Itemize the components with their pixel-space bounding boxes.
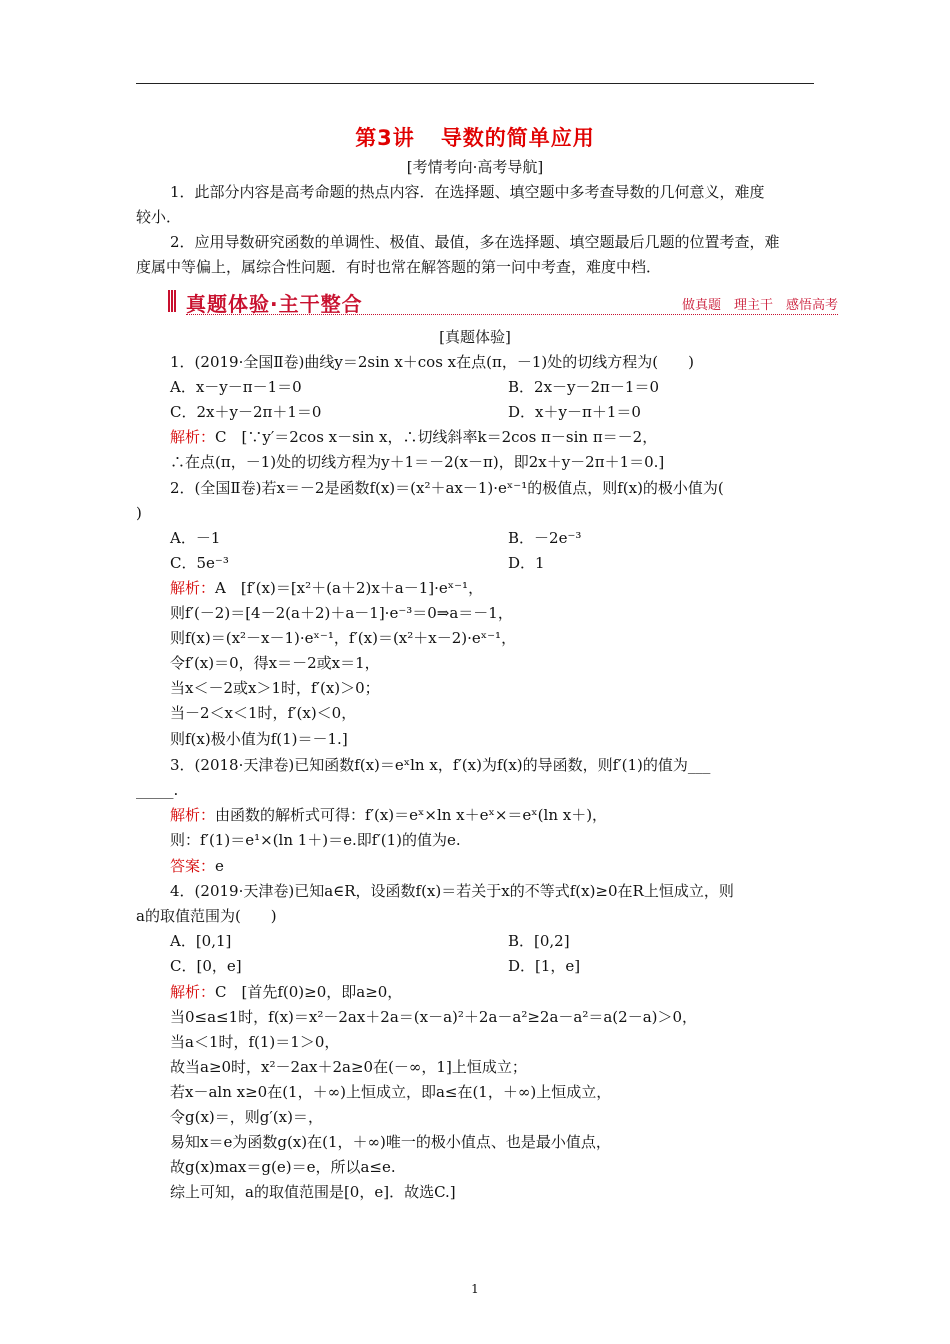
intro-line-3: 2．应用导数研究函数的单调性、极值、最值，多在选择题、填空题最后几题的位置考查，难 xyxy=(170,233,780,251)
section-label: [真题体验] xyxy=(439,328,511,346)
intro-line-4: 度属中等偏上，属综合性问题．有时也常在解答题的第一问中考查，难度中档． xyxy=(136,258,662,276)
q4-solution-7: 易知x＝e为函数g(x)在(1，＋∞)唯一的极小值点、也是最小值点， xyxy=(170,1133,611,1151)
q4-option-c: C．[0，e] xyxy=(170,957,242,975)
page-number: 1 xyxy=(471,1282,479,1296)
q3-stem-1: 3．(2018·天津卷)已知函数f(x)＝eˣln x，f′(x)为f(x)的导函数，则f′(1)的值为___ xyxy=(170,756,711,774)
q1-stem: 1．(2019·全国Ⅱ卷)曲线y＝2sin x＋cos x在点(π，－1)处的切线方程为( ) xyxy=(170,353,694,371)
q4-option-d: D．[1，e] xyxy=(508,957,581,975)
q2-option-c: C．5e⁻³ xyxy=(170,554,229,572)
q2-solution-6: 当－2＜x＜1时，f′(x)＜0， xyxy=(170,704,357,722)
q3-solution-1: 解析：由函数的解析式可得：f′(x)＝eˣ×ln x＋eˣ×＝eˣ(ln x＋)， xyxy=(170,806,608,824)
q4-solution-2: 当0≤a≤1时，f(x)＝x²－2ax＋2a＝(x－a)²＋2a－a²≥2a－a²＝a(2－a)＞0， xyxy=(170,1008,698,1026)
q4-stem-2: a的取值范围为( ) xyxy=(136,907,277,925)
q2-option-b: B．－2e⁻³ xyxy=(508,529,582,547)
q4-solution-3: 当a＜1时，f(1)＝1＞0， xyxy=(170,1033,340,1051)
header-rule xyxy=(136,83,814,84)
q4-solution-5: 若x－aln x≥0在(1，＋∞)上恒成立，即a≤在(1，＋∞)上恒成立， xyxy=(170,1083,612,1101)
q2-option-d: D．1 xyxy=(508,554,545,572)
section-banner xyxy=(168,288,838,316)
q4-solution-6: 令g(x)＝，则g′(x)＝， xyxy=(170,1108,323,1126)
banner-stripe-icon xyxy=(168,290,177,312)
intro-line-1: 1．此部分内容是高考命题的热点内容．在选择题、填空题中多考查导数的几何意义，难度 xyxy=(170,183,765,201)
q2-option-a: A．－1 xyxy=(170,529,221,547)
q4-solution-1: 解析：C [首先f(0)≥0，即a≥0， xyxy=(170,983,403,1001)
q2-solution-7: 则f(x)极小值为f(1)＝－1.] xyxy=(170,730,348,748)
q2-solution-2: 则f′(－2)＝[4－2(a＋2)＋a－1]·e⁻³＝0⇒a＝－1， xyxy=(170,604,513,622)
q1-option-b: B．2x－y－2π－1＝0 xyxy=(508,378,659,396)
banner-title: 真题体验·主干整合 xyxy=(186,292,363,316)
q1-option-c: C．2x＋y－2π＋1＝0 xyxy=(170,403,322,421)
q2-solution-5: 当x＜－2或x＞1时，f′(x)＞0； xyxy=(170,679,380,697)
banner-slogan: 做真题 理主干 感悟高考 xyxy=(681,298,838,313)
q3-solution-2: 则：f′(1)＝e¹×(ln 1＋)＝e.即f′(1)的值为e. xyxy=(170,831,461,849)
q1-solution-2: ∴在点(π，－1)处的切线方程为y＋1＝－2(x－π)，即2x＋y－2π＋1＝0.] xyxy=(170,453,665,471)
banner-underline xyxy=(186,314,838,315)
q4-solution-4: 故当a≥0时，x²－2ax＋2a≥0在(－∞，1]上恒成立； xyxy=(170,1058,527,1076)
q2-stem-1: 2．(全国Ⅱ卷)若x＝－2是函数f(x)＝(x²＋ax－1)·eˣ⁻¹的极值点，则f(x)的极小值为( xyxy=(170,479,724,497)
subtitle: [考情考向·高考导航] xyxy=(406,158,544,176)
lecture-topic: 导数的简单应用 xyxy=(440,126,595,150)
q3-answer: 答案：e xyxy=(170,857,224,875)
q3-stem-2: _____. xyxy=(136,781,179,799)
q1-option-a: A．x－y－π－1＝0 xyxy=(170,378,302,396)
q4-option-b: B．[0,2] xyxy=(508,932,570,950)
page-title xyxy=(0,122,950,152)
q2-stem-2: ) xyxy=(136,504,142,522)
q2-solution-1: 解析：A [f′(x)＝[x²＋(a＋2)x＋a－1]·eˣ⁻¹， xyxy=(170,579,484,597)
q4-stem-1: 4．(2019·天津卷)已知a∈R，设函数f(x)＝若关于x的不等式f(x)≥0在R上恒成立，则 xyxy=(170,882,734,900)
q2-solution-4: 令f′(x)＝0，得x＝－2或x＝1， xyxy=(170,654,380,672)
q4-solution-8: 故g(x)max＝g(e)＝e，所以a≤e. xyxy=(170,1158,396,1176)
q1-solution-1: 解析：C [∵y′＝2cos x－sin x，∴切线斜率k＝2cos π－sin π＝－2， xyxy=(170,428,658,446)
intro-line-2: 较小． xyxy=(136,208,182,226)
lecture-number: 第3讲 xyxy=(355,126,415,150)
q4-solution-9: 综上可知，a的取值范围是[0，e]．故选C.] xyxy=(170,1183,456,1201)
q4-option-a: A．[0,1] xyxy=(170,932,232,950)
q2-solution-3: 则f(x)＝(x²－x－1)·eˣ⁻¹，f′(x)＝(x²＋x－2)·eˣ⁻¹， xyxy=(170,629,517,647)
q1-option-d: D．x＋y－π＋1＝0 xyxy=(508,403,641,421)
